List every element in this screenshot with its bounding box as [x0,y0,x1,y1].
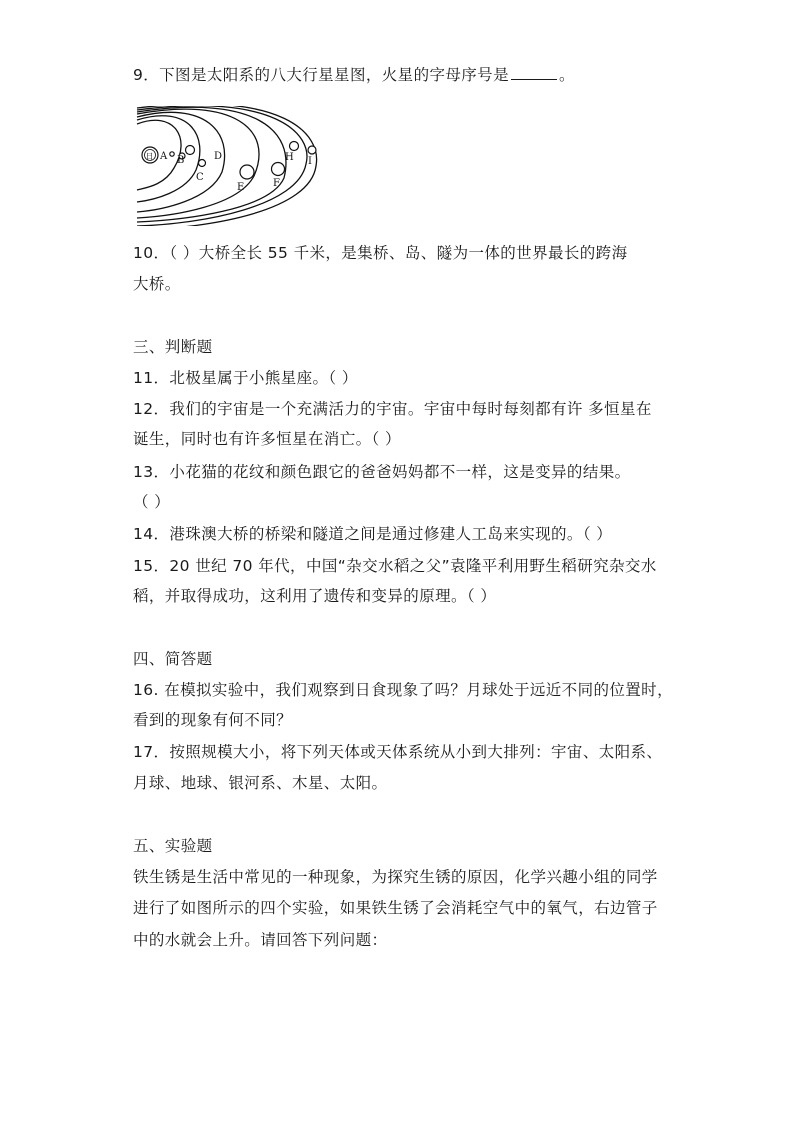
experiment-paragraph-line-2: 进行了如图所示的四个实验，如果铁生锈了会消耗空气中的氧气，右边管子 [133,899,658,917]
section-3-title: 三、判断题 [133,338,213,356]
question-17-line-2: 月球、地球、银河系、木星、太阳。 [133,774,388,792]
question-11: 11．北极星属于小熊星座。（ ） [133,369,358,387]
question-13-line-1: 13．小花猫的花纹和颜色跟它的爸爸妈妈都不一样，这是变异的结果。 [133,463,631,481]
label-f: F [273,178,280,189]
planet-i [308,146,316,154]
label-b: B [177,155,185,166]
question-10-line-1: 10．（ ）大桥全长 55 千米，是集桥、岛、隧为一体的世界最长的跨海 [133,244,628,262]
label-d: D [214,151,223,162]
sun-icon [142,147,158,163]
label-c: C [196,172,204,183]
question-15-line-1: 15．20 世纪 70 年代，中国“杂交水稻之父”袁隆平利用野生稻研究杂交水 [133,557,657,575]
question-9 [133,64,575,86]
experiment-paragraph-line-3: 中的水就会上升。请回答下列问题： [133,931,388,949]
experiment-paragraph-line-1: 铁生锈是生活中常见的一种现象，为探究生锈的原因，化学兴趣小组的同学 [133,868,658,886]
planet-c [199,160,206,167]
question-16-line-2: 看到的现象有何不同？ [133,711,293,729]
answer-blank[interactable] [511,65,557,80]
planet-d [186,146,195,155]
solar-system-diagram [134,106,324,226]
question-9-text: 9．下图是太阳系的八大行星星图，火星的字母序号是 [133,66,509,84]
planet-h [290,142,299,151]
section-5-title: 五、实验题 [133,837,213,855]
label-h: H [285,152,294,163]
question-12-line-2: 诞生，同时也有许多恒星在消亡。（ ） [133,430,401,448]
question-13-line-2: （ ） [133,493,171,511]
question-14: 14．港珠澳大桥的桥梁和隧道之间是通过修建人工岛来实现的。（ ） [133,525,613,543]
planet-e [240,165,254,179]
question-16-line-1: 16. 在模拟实验中，我们观察到日食现象了吗？月球处于远近不同的位置时， [133,681,673,699]
question-15-line-2: 稻，并取得成功，这利用了遗传和变异的原理。（ ） [133,587,497,605]
question-12-line-1: 12．我们的宇宙是一个充满活力的宇宙。宇宙中每时每刻都有许 多恒星在 [133,400,652,418]
question-10-line-2: 大桥。 [133,275,181,293]
planet-a [170,152,174,156]
question-9-end: 。 [558,66,575,84]
question-17-line-1: 17．按照规模大小，将下列天体或天体系统从小到大排列：宇宙、太阳系、 [133,743,663,761]
sun-label: 日 [145,152,154,161]
section-4-title: 四、简答题 [133,650,213,668]
label-i: I [308,156,312,167]
planet-f [272,163,285,176]
label-a: A [160,151,168,162]
label-e: E [237,182,245,193]
